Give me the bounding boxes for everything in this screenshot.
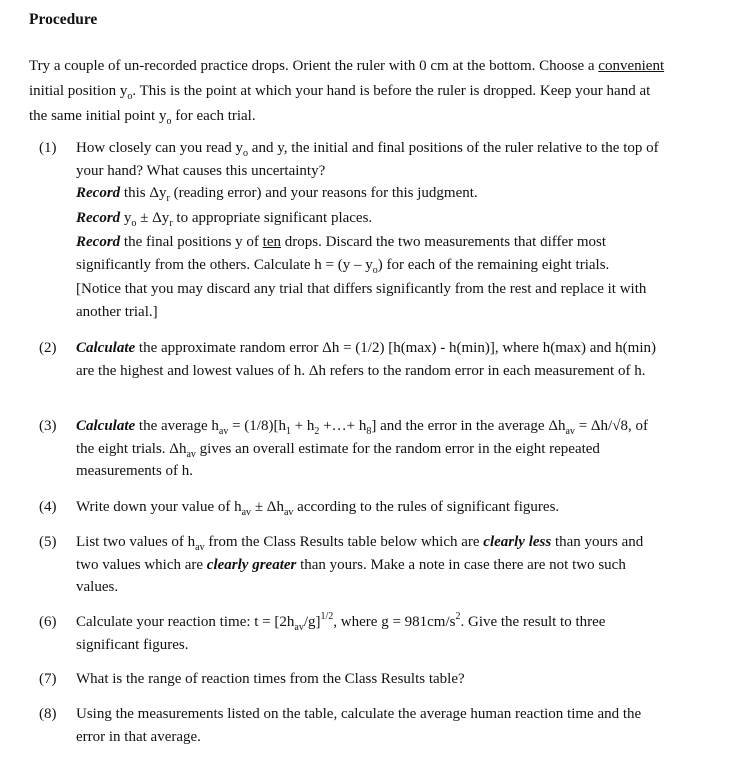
subscript: o — [372, 264, 378, 276]
emphasis-word: Record — [76, 234, 121, 250]
step-paragraph — [76, 137, 666, 182]
step-number: (8) — [39, 706, 57, 722]
emphasis-word: Calculate — [76, 418, 136, 434]
intro-text: Try a couple of un-recorded practice drops. Orient the ruler with 0 cm at the bottom. Choose a — [29, 58, 599, 74]
step-body — [76, 137, 666, 323]
emphasis-word: clearly greater — [206, 556, 297, 573]
step-text: y — [120, 209, 132, 226]
step-text: . Give the result to three significant figures. — [76, 614, 606, 653]
step-text: than yours. Make a note in case there are not two such values. — [76, 556, 626, 595]
intro-text: . This is the point at which your hand is before the ruler is dropped. Keep your hand at the same initial point y — [29, 83, 651, 124]
step-number: (5) — [39, 534, 57, 550]
step-number: (3) — [39, 418, 57, 434]
step-text: and y, the initial and final positions of the ruler relative to the top of your hand? What causes this uncertainty? — [76, 140, 659, 179]
step-body — [76, 531, 666, 599]
emphasis-word: Record — [76, 185, 121, 201]
step-text: this Δy — [120, 185, 167, 201]
step-paragraph — [76, 207, 666, 230]
step-text: List two values of h — [76, 534, 196, 550]
intro-text: initial position y — [29, 83, 128, 99]
step-body: Using the measurements listed on the table, calculate the average human reaction time and the error in that average. — [76, 706, 642, 745]
step-text: = (1/8)[h — [228, 418, 286, 434]
subscript: av — [195, 542, 205, 553]
step-text: /g] — [303, 614, 321, 630]
subscript: av — [283, 507, 294, 518]
step-text: the approximate random error Δh = (1/2) [h(max) - h(min)], where h(max) and h(min) are the highest and lowest values of h. Δh refers to the random error in each measurement of h. — [76, 340, 657, 379]
step-text: to appropriate significant places. — [172, 209, 373, 226]
step-number: (4) — [39, 499, 57, 515]
step-text: drops. Discard the two measurements that differ most significantly from the others. Calculate h = (y – y — [76, 234, 607, 273]
step-text: than yours and two values which are — [76, 534, 644, 573]
subscript: o — [127, 91, 133, 102]
step-text: gives an overall estimate for the random error in the eight repeated measurements of h. — [76, 440, 600, 479]
step-body: What is the range of reaction times from the Class Results table? — [76, 671, 465, 687]
subscript: o — [243, 148, 249, 159]
step-text: according to the rules of significant figures. — [293, 499, 560, 515]
subscript: av — [565, 426, 575, 437]
step-paragraph: [Notice that you may discard any trial that differs significantly from the rest and replace it with another trial.] — [76, 281, 647, 320]
subscript: r — [166, 193, 170, 204]
subscript: av — [241, 507, 252, 518]
step-text: the final positions y of — [120, 234, 263, 250]
step-text: How closely can you read y — [76, 140, 244, 156]
step-text: from the Class Results table below which are — [204, 534, 484, 550]
step-body — [76, 415, 666, 483]
step-text: + h — [290, 418, 315, 434]
subscript: r — [169, 217, 173, 229]
step-number: (1) — [39, 140, 57, 156]
intro-paragraph — [29, 54, 669, 129]
intro-underlined-word: convenient — [598, 58, 665, 74]
superscript: 2 — [455, 611, 461, 622]
emphasis-word: clearly less — [483, 534, 552, 550]
step-number: (7) — [39, 671, 57, 687]
step-text: (reading error) and your reasons for this judgment. — [169, 185, 478, 201]
subscript: av — [186, 448, 196, 460]
step-text: Write down your value of h — [76, 499, 242, 515]
step-text: Calculate your reaction time: t = [2h — [76, 614, 295, 630]
step-body — [76, 496, 666, 519]
subscript: o — [166, 116, 172, 127]
emphasis-word: Calculate — [76, 340, 136, 356]
step-number: (6) — [39, 614, 57, 630]
emphasis-word: Record — [76, 209, 121, 226]
step-paragraph — [76, 182, 666, 205]
intro-text: for each trial. — [171, 108, 256, 124]
superscript: 1/2 — [320, 611, 334, 622]
step-number: (2) — [39, 340, 57, 356]
underlined-word: ten — [262, 234, 281, 250]
subscript: av — [218, 426, 229, 437]
step-text: +…+ h — [319, 418, 367, 434]
subscript: o — [131, 217, 137, 229]
step-text: = Δh/√8, of the eight trials. Δh — [76, 418, 648, 457]
step-text: ± Δh — [251, 499, 284, 515]
step-text: ± Δy — [136, 209, 170, 226]
step-body — [76, 337, 666, 382]
step-text: the average h — [135, 418, 219, 434]
subscript: 1 — [285, 426, 291, 437]
step-text: ) for each of the remaining eight trials. — [377, 256, 610, 273]
step-text: , where g = 981cm/s — [333, 614, 456, 630]
page-title: Procedure — [29, 11, 98, 28]
step-body — [76, 611, 666, 656]
subscript: av — [294, 622, 304, 633]
step-text: ] and the error in the average Δh — [371, 418, 566, 434]
subscript: 8 — [366, 426, 372, 437]
subscript: 2 — [314, 426, 320, 437]
step-paragraph — [76, 231, 666, 276]
